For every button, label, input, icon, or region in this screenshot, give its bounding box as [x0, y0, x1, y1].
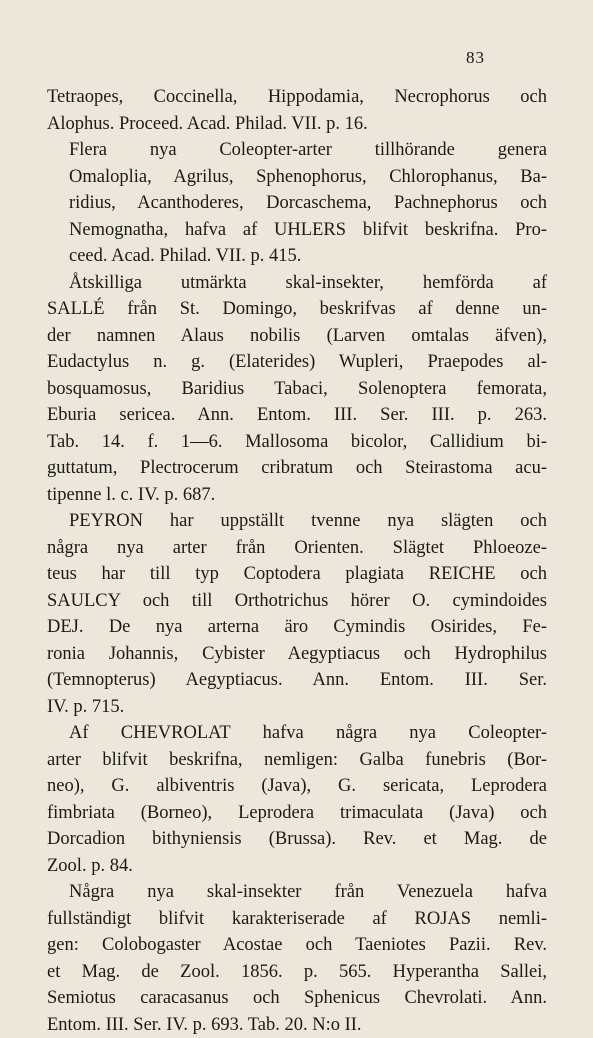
text-line: fimbriata (Borneo), Leprodera trimaculata (Java) och — [47, 800, 547, 827]
paragraph — [47, 137, 547, 270]
text-line: Omaloplia, Agrilus, Sphenophorus, Chlorophanus, Ba- — [47, 164, 547, 191]
text-line: ceed. Acad. Philad. VII. p. 415. — [47, 243, 547, 270]
text-line: Några nya skal-insekter från Venezuela hafva — [47, 879, 547, 906]
page-number: 83 — [466, 48, 485, 68]
text-line: et Mag. de Zool. 1856. p. 565. Hyperantha Sallei, — [47, 959, 547, 986]
text-line: Entom. III. Ser. IV. p. 693. Tab. 20. N:o II. — [47, 1012, 547, 1038]
text-line: arter blifvit beskrifna, nemligen: Galba funebris (Bor- — [47, 747, 547, 774]
text-line: Af CHEVROLAT hafva några nya Coleopter- — [47, 720, 547, 747]
text-line: Nemognatha, hafva af UHLERS blifvit beskrifna. Pro- — [47, 217, 547, 244]
text-line: ridius, Acanthoderes, Dorcaschema, Pachnephorus och — [47, 190, 547, 217]
paragraph — [47, 879, 547, 1038]
paragraph — [47, 720, 547, 879]
text-line: ronia Johannis, Cybister Aegyptiacus och Hydrophilus — [47, 641, 547, 668]
text-line: Tetraopes, Coccinella, Hippodamia, Necrophorus och — [47, 84, 547, 111]
text-line: Eudactylus n. g. (Elaterides) Wupleri, Praepodes al- — [47, 349, 547, 376]
text-line: några nya arter från Orienten. Slägtet Phloeoze- — [47, 535, 547, 562]
paragraph — [47, 84, 547, 137]
text-line: fullständigt blifvit karakteriserade af ROJAS nemli- — [47, 906, 547, 933]
paragraph — [47, 508, 547, 720]
text-line: Eburia sericea. Ann. Entom. III. Ser. III. p. 263. — [47, 402, 547, 429]
text-line: SAULCY och till Orthotrichus hörer O. cymindoides — [47, 588, 547, 615]
text-line: SALLÉ från St. Domingo, beskrifvas af denne un- — [47, 296, 547, 323]
text-line: Dorcadion bithyniensis (Brussa). Rev. et Mag. de — [47, 826, 547, 853]
text-line: IV. p. 715. — [47, 694, 547, 721]
text-block — [47, 84, 547, 1038]
text-line: PEYRON har uppställt tvenne nya slägten och — [47, 508, 547, 535]
text-line: Åtskilliga utmärkta skal-insekter, hemförda af — [47, 270, 547, 297]
text-line: teus har till typ Coptodera plagiata REICHE och — [47, 561, 547, 588]
text-line: Semiotus caracasanus och Sphenicus Chevrolati. Ann. — [47, 985, 547, 1012]
text-line: tipenne l. c. IV. p. 687. — [47, 482, 547, 509]
text-line: der namnen Alaus nobilis (Larven omtalas äfven), — [47, 323, 547, 350]
text-line: gen: Colobogaster Acostae och Taeniotes Pazii. Rev. — [47, 932, 547, 959]
paragraph — [47, 270, 547, 509]
text-line: Alophus. Proceed. Acad. Philad. VII. p. 16. — [47, 111, 547, 138]
text-line: neo), G. albiventris (Java), G. sericata, Leprodera — [47, 773, 547, 800]
text-line: bosquamosus, Baridius Tabaci, Solenoptera femorata, — [47, 376, 547, 403]
text-line: Zool. p. 84. — [47, 853, 547, 880]
text-line: Tab. 14. f. 1—6. Mallosoma bicolor, Callidium bi- — [47, 429, 547, 456]
text-line: Flera nya Coleopter-arter tillhörande genera — [47, 137, 547, 164]
text-line: guttatum, Plectrocerum cribratum och Steirastoma acu- — [47, 455, 547, 482]
text-line: DEJ. De nya arterna äro Cymindis Osirides, Fe- — [47, 614, 547, 641]
text-line: (Temnopterus) Aegyptiacus. Ann. Entom. III. Ser. — [47, 667, 547, 694]
